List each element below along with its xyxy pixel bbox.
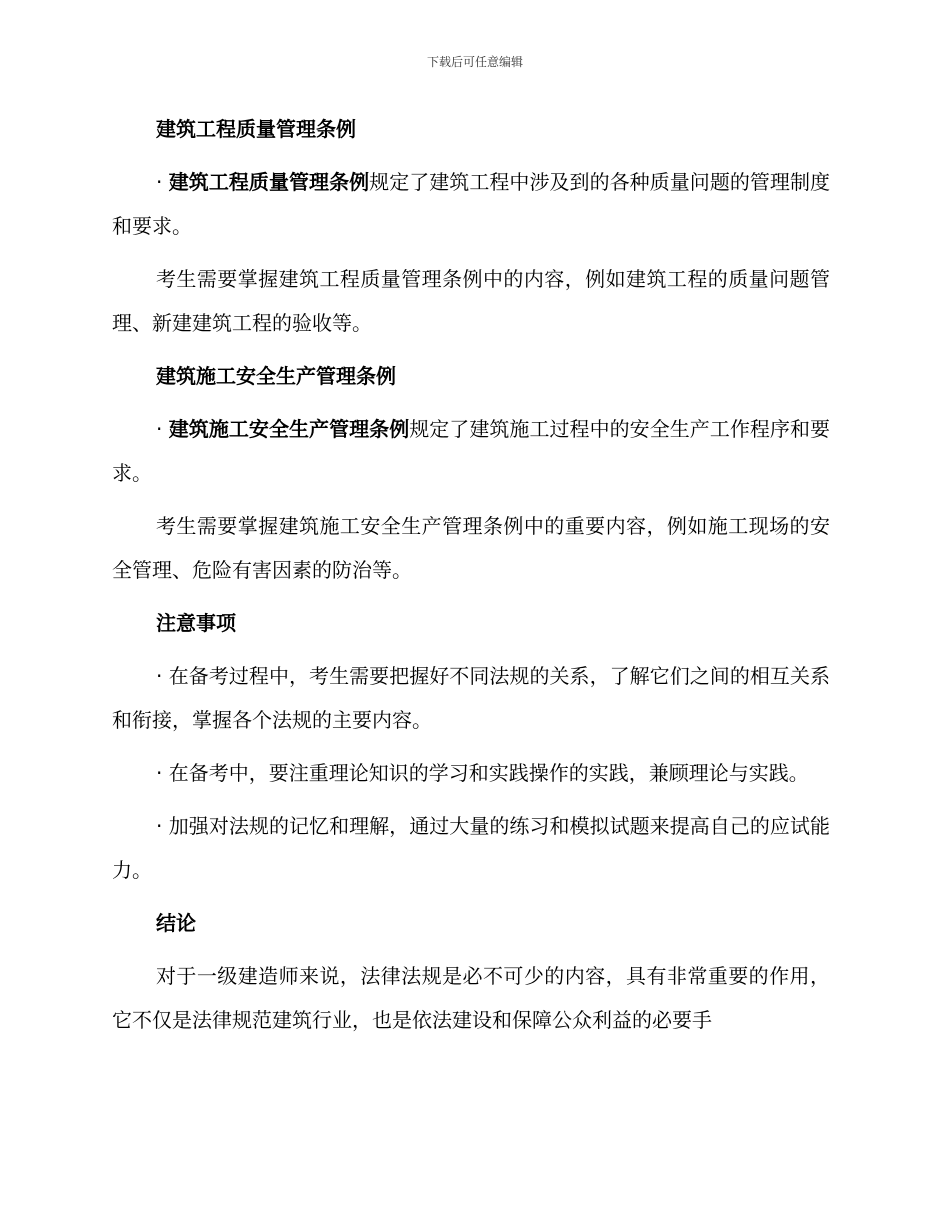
notes-item-2: · 在备考中，要注重理论知识的学习和实践操作的实践，兼顾理论与实践。 xyxy=(156,761,809,785)
paragraph-safety-detail: 考生需要掌握建筑施工安全生产管理条例中的重要内容，例如施工现场的安全管理、危险有害因素的防治等。 xyxy=(112,514,830,582)
bullet-bold-term: 建筑工程质量管理条例 xyxy=(168,170,370,194)
page-header: 下载后可任意编辑 xyxy=(426,55,523,69)
bullet-safety-regulation xyxy=(112,407,830,495)
section-heading-quality: 建筑工程质量管理条例 xyxy=(156,117,356,141)
section-heading-conclusion: 结论 xyxy=(156,911,196,935)
bullet-text: 规定了建筑工程中涉及到的各种质量问题的管理制度和要求。 xyxy=(112,170,831,238)
bullet-bold-term: 建筑施工安全生产管理条例 xyxy=(168,417,410,441)
paragraph-conclusion: 对于一级建造师来说，法律法规是必不可少的内容，具有非常重要的作用，它不仅是法律规范建筑行业，也是依法建设和保障公众利益的必要手 xyxy=(112,964,830,1032)
bullet-prefix: · xyxy=(156,417,169,441)
notes-item-3: · 加强对法规的记忆和理解，通过大量的练习和模拟试题来提高自己的应试能力。 xyxy=(112,814,830,882)
section-heading-safety: 建筑施工安全生产管理条例 xyxy=(156,364,396,388)
bullet-prefix: · xyxy=(156,170,169,194)
section-heading-notes: 注意事项 xyxy=(156,611,236,635)
bullet-text: 规定了建筑施工过程中的安全生产工作程序和要求。 xyxy=(112,417,831,485)
paragraph-quality-detail: 考生需要掌握建筑工程质量管理条例中的内容，例如建筑工程的质量问题管理、新建建筑工程的验收等。 xyxy=(112,267,830,335)
bullet-quality-regulation xyxy=(112,160,830,248)
document-body xyxy=(112,107,830,1051)
notes-item-1: · 在备考过程中，考生需要把握好不同法规的关系，了解它们之间的相互关系和衔接，掌握各个法规的主要内容。 xyxy=(112,664,830,732)
